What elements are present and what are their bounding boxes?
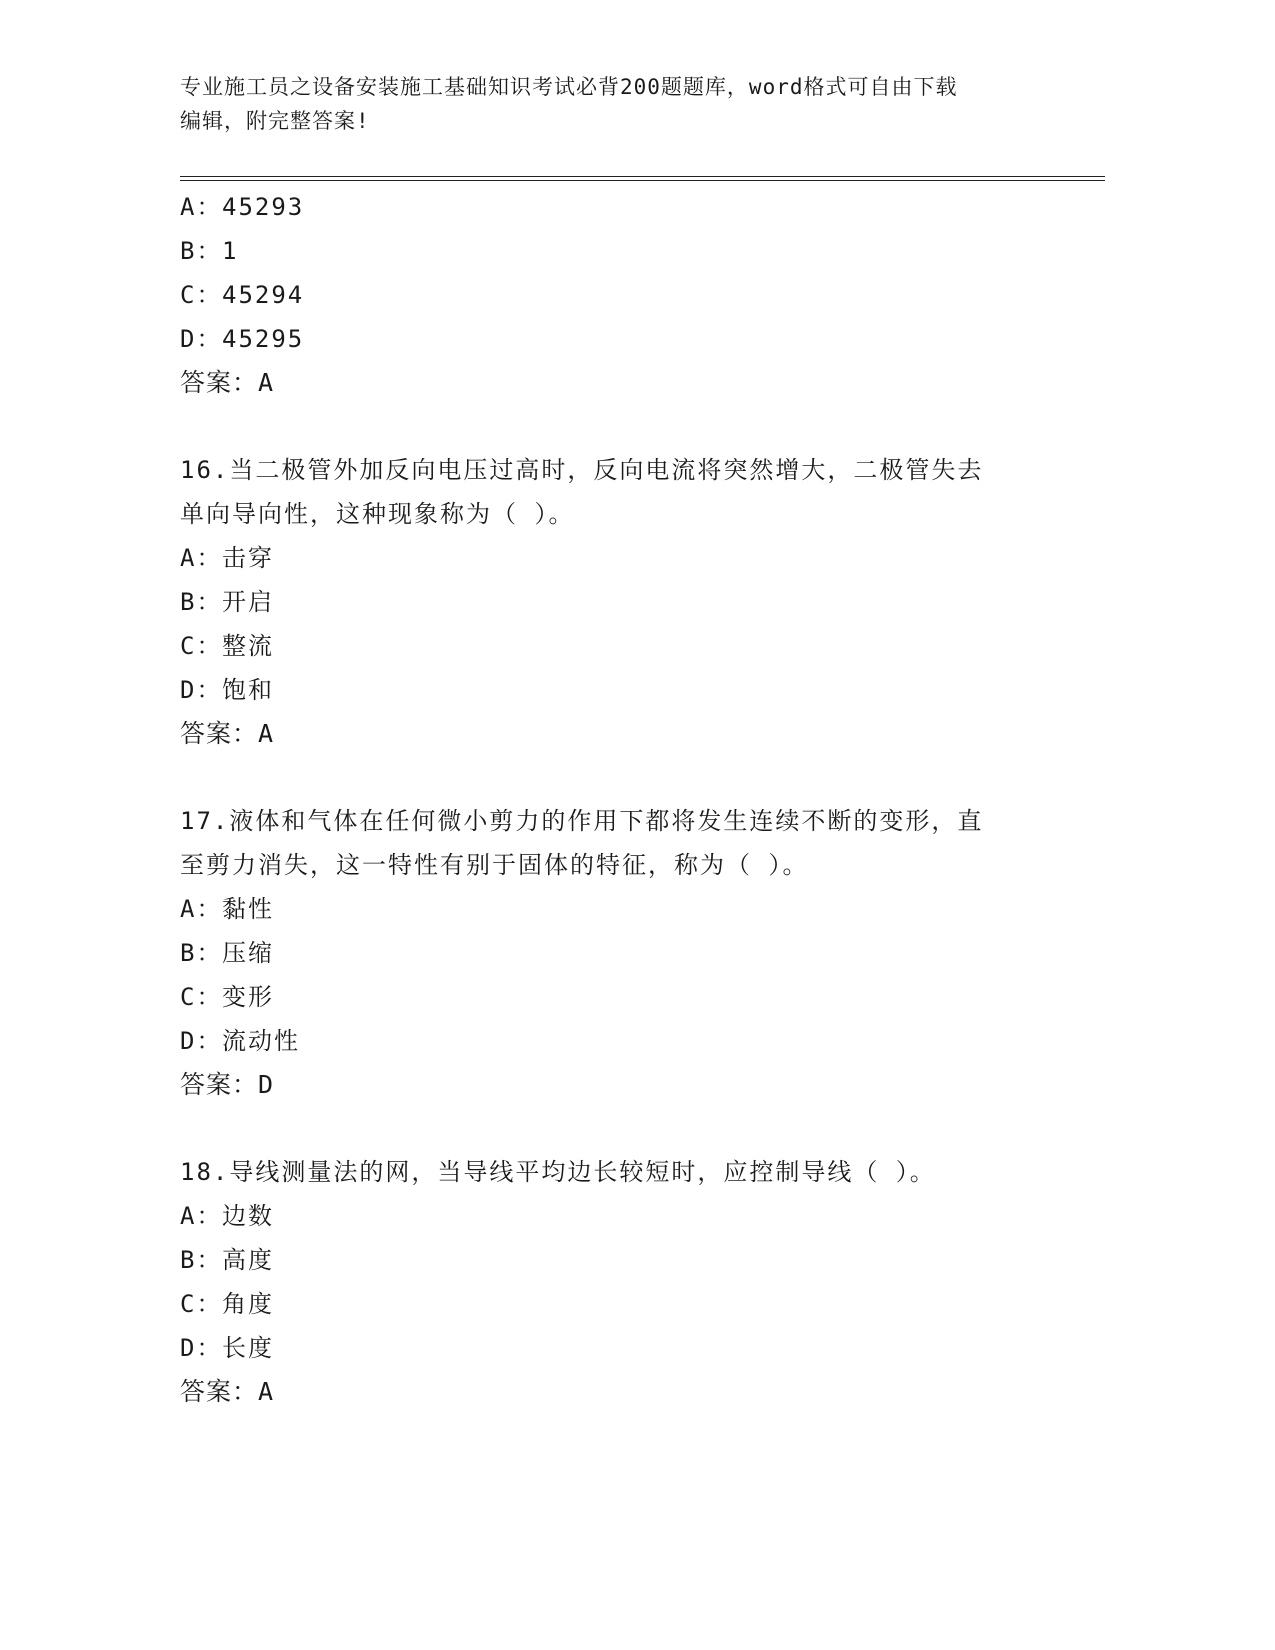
answer-line <box>180 712 1060 756</box>
option-text: 压缩 <box>222 939 274 967</box>
answer-label: 答案： <box>180 1377 259 1406</box>
question-stem-line-2: 至剪力消失，这一特性有别于固体的特征，称为（ ）。 <box>180 851 809 879</box>
answer-value: D <box>258 1070 275 1099</box>
question-stem-line-1: 18.导线测量法的网，当导线平均边长较短时，应控制导线（ ）。 <box>180 1158 936 1186</box>
option-text: 黏性 <box>222 895 274 923</box>
question-stem-line-1: 16.当二极管外加反向电压过高时，反向电流将突然增大，二极管失去 <box>180 456 984 484</box>
option-key: B： <box>180 939 223 967</box>
header-title-line-2: 编辑，附完整答案! <box>180 109 370 133</box>
option-key: D： <box>180 325 223 353</box>
option-c <box>180 273 1060 317</box>
option-text: 高度 <box>222 1246 274 1274</box>
document-header <box>180 70 1060 138</box>
option-d <box>180 317 1060 361</box>
option-text: 流动性 <box>222 1027 300 1055</box>
answer-value: A <box>258 368 275 397</box>
option-c <box>180 975 1060 1019</box>
option-key: A： <box>180 193 223 221</box>
option-key: D： <box>180 1334 223 1362</box>
option-b <box>180 229 1060 273</box>
option-text: 45293 <box>222 193 305 221</box>
answer-line <box>180 361 1060 405</box>
option-b <box>180 580 1060 624</box>
option-text: 开启 <box>222 588 274 616</box>
spacer <box>180 1107 1060 1150</box>
option-key: B： <box>180 237 223 265</box>
option-text: 击穿 <box>222 544 274 572</box>
option-text: 45295 <box>222 325 305 353</box>
question-18 <box>180 1150 1060 1414</box>
option-text: 45294 <box>222 281 305 309</box>
answer-label: 答案： <box>180 368 259 397</box>
option-key: A： <box>180 1202 223 1230</box>
option-key: A： <box>180 544 223 572</box>
spacer <box>180 756 1060 799</box>
question-16 <box>180 448 1060 756</box>
option-key: C： <box>180 1290 223 1318</box>
option-text: 饱和 <box>222 676 274 704</box>
option-key: C： <box>180 281 223 309</box>
option-a <box>180 536 1060 580</box>
option-a <box>180 1194 1060 1238</box>
header-divider <box>180 176 1105 181</box>
option-a <box>180 887 1060 931</box>
answer-line <box>180 1063 1060 1107</box>
option-c <box>180 624 1060 668</box>
question-17 <box>180 799 1060 1107</box>
question-list <box>180 185 1060 1414</box>
question-stem-line-2: 单向导向性，这种现象称为（ ）。 <box>180 500 575 528</box>
spacer <box>180 405 1060 448</box>
option-d <box>180 668 1060 712</box>
answer-value: A <box>258 719 275 748</box>
option-a <box>180 185 1060 229</box>
option-b <box>180 1238 1060 1282</box>
option-text: 角度 <box>222 1290 274 1318</box>
answer-label: 答案： <box>180 719 259 748</box>
answer-value: A <box>258 1377 275 1406</box>
question-stem-line-1: 17.液体和气体在任何微小剪力的作用下都将发生连续不断的变形，直 <box>180 807 984 835</box>
option-c <box>180 1282 1060 1326</box>
option-key: A： <box>180 895 223 923</box>
option-key: C： <box>180 632 223 660</box>
option-key: C： <box>180 983 223 1011</box>
option-key: D： <box>180 676 223 704</box>
question-15 <box>180 185 1060 405</box>
option-key: D： <box>180 1027 223 1055</box>
option-key: B： <box>180 588 223 616</box>
option-key: B： <box>180 1246 223 1274</box>
option-d <box>180 1019 1060 1063</box>
answer-line <box>180 1370 1060 1414</box>
option-text: 长度 <box>222 1334 274 1362</box>
option-b <box>180 931 1060 975</box>
header-title-line-1: 专业施工员之设备安装施工基础知识考试必背200题题库，word格式可自由下载 <box>180 75 958 99</box>
option-text: 整流 <box>222 632 274 660</box>
option-text: 变形 <box>222 983 274 1011</box>
option-d <box>180 1326 1060 1370</box>
answer-label: 答案： <box>180 1070 259 1099</box>
option-text: 边数 <box>222 1202 274 1230</box>
option-text: 1 <box>222 237 239 265</box>
